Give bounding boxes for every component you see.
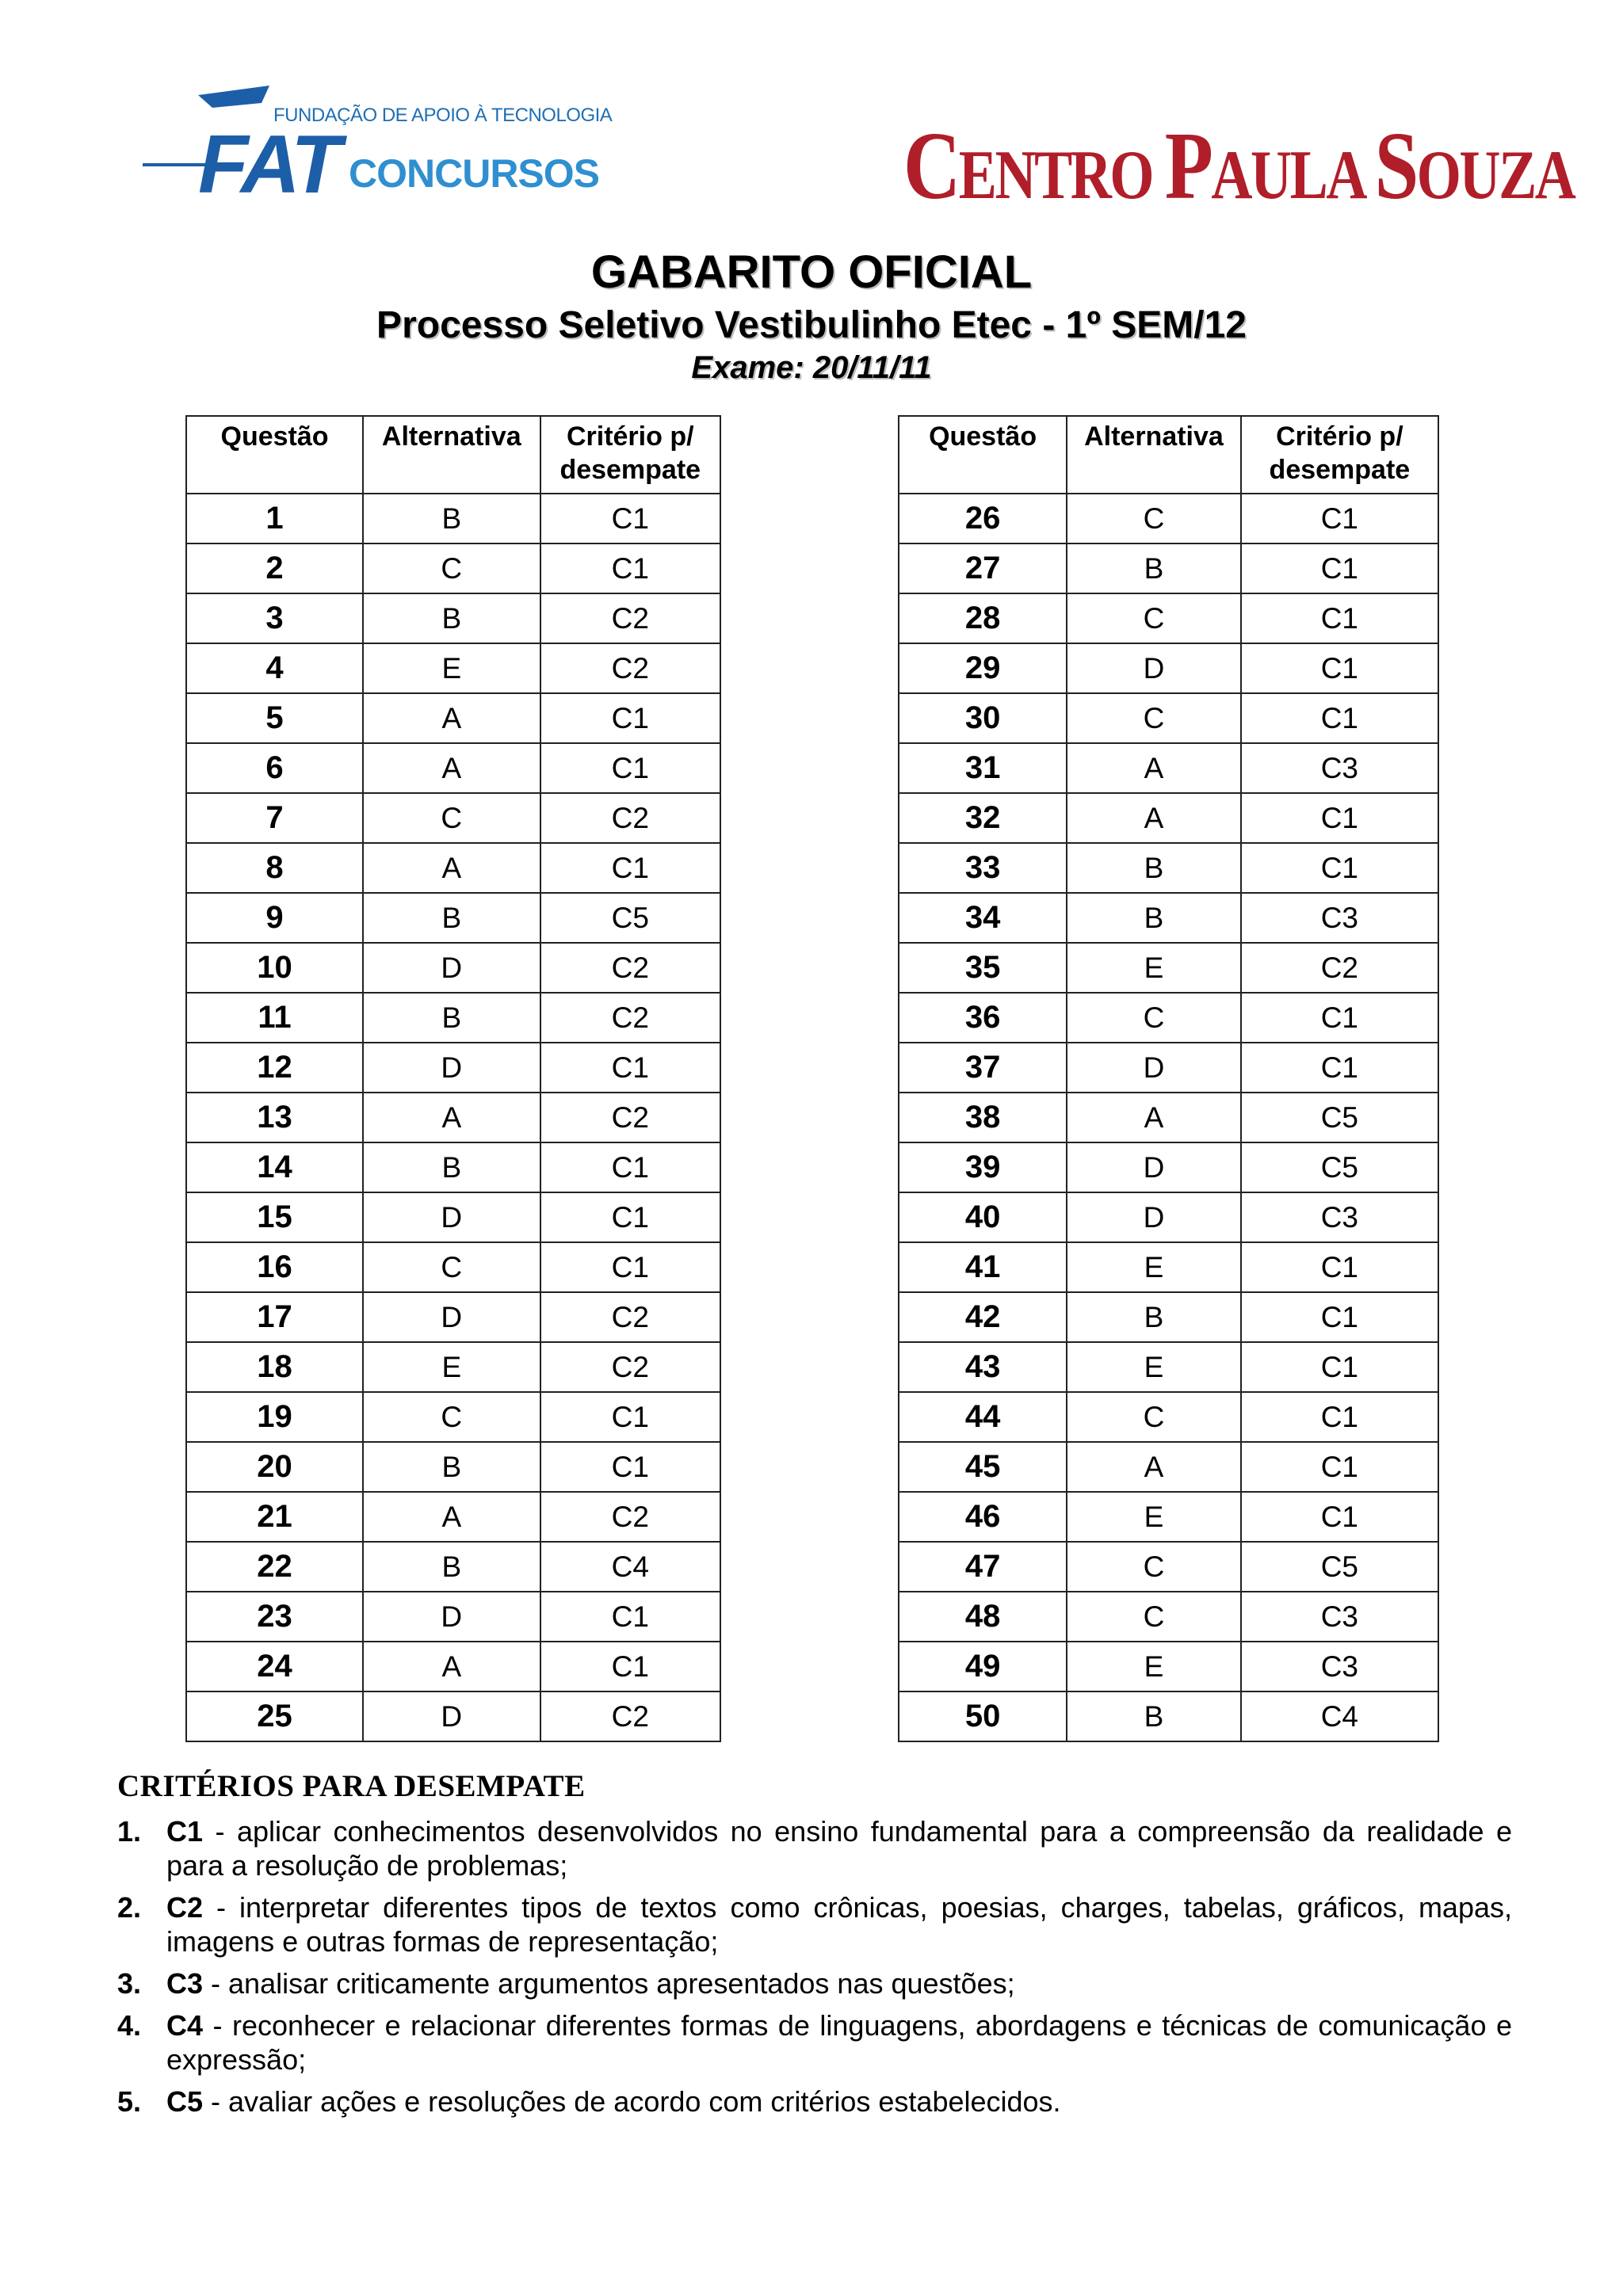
table-row	[186, 1442, 720, 1492]
header-alternativa: Alternativa	[363, 416, 540, 494]
table-row	[899, 793, 1438, 843]
table-row	[899, 843, 1438, 893]
question-number: 43	[899, 1342, 1067, 1392]
table-row	[186, 1342, 720, 1392]
fat-mark: FAT	[198, 119, 338, 211]
tiebreak-criterion: C1	[1241, 1342, 1438, 1392]
tiebreak-criterion: C1	[540, 1592, 720, 1642]
question-number: 30	[899, 693, 1067, 743]
question-number: 36	[899, 993, 1067, 1043]
question-number: 11	[186, 993, 363, 1043]
tiebreak-criterion: C1	[540, 1142, 720, 1192]
table-row	[186, 1192, 720, 1242]
tiebreak-criterion: C4	[1241, 1691, 1438, 1741]
answer-alternative: E	[1067, 1492, 1241, 1542]
answer-alternative: C	[1067, 593, 1241, 643]
question-number: 8	[186, 843, 363, 893]
criteria-text: - analisar criticamente argumentos apresentados nas questões;	[203, 1967, 1015, 2000]
table-row	[899, 1142, 1438, 1192]
table-row	[899, 1342, 1438, 1392]
tiebreak-criterion: C1	[1241, 1242, 1438, 1292]
answer-alternative: C	[363, 1392, 540, 1442]
answer-alternative: A	[1067, 1442, 1241, 1492]
answer-table-left	[185, 415, 721, 1742]
answer-alternative: A	[1067, 793, 1241, 843]
header-questao: Questão	[899, 416, 1067, 494]
exam-date: Exame: 20/11/11	[691, 350, 932, 385]
question-number: 27	[899, 543, 1067, 593]
page-title: GABARITO OFICIAL	[590, 246, 1033, 298]
answer-alternative: C	[363, 793, 540, 843]
criteria-code: C1	[166, 1815, 204, 1848]
table-row	[186, 793, 720, 843]
criteria-list	[117, 1814, 1512, 2126]
criteria-number: 1.	[117, 1815, 142, 1848]
answer-alternative: A	[363, 1093, 540, 1142]
answer-alternative: B	[1067, 1292, 1241, 1342]
tiebreak-criterion: C1	[1241, 843, 1438, 893]
tiebreak-criterion: C1	[540, 1043, 720, 1093]
tiebreak-criterion: C1	[1241, 693, 1438, 743]
tiebreak-criterion: C1	[540, 743, 720, 793]
answer-alternative: B	[363, 1542, 540, 1592]
fat-concursos-logo	[143, 79, 613, 214]
question-number: 46	[899, 1492, 1067, 1542]
centro-paula-souza-logo: CENTRO PAULA SOUZA	[903, 113, 1575, 219]
table-row	[186, 843, 720, 893]
header-criterio: Critério p/ desempate	[540, 416, 720, 494]
tiebreak-criterion: C3	[1241, 893, 1438, 943]
answer-alternative: C	[1067, 1592, 1241, 1642]
answer-alternative: E	[1067, 1642, 1241, 1691]
answer-alternative: D	[1067, 1043, 1241, 1093]
answer-alternative: D	[363, 1043, 540, 1093]
tiebreak-criterion: C2	[540, 1492, 720, 1542]
question-number: 34	[899, 893, 1067, 943]
question-number: 14	[186, 1142, 363, 1192]
question-number: 1	[186, 494, 363, 543]
criteria-text: - aplicar conhecimentos desenvolvidos no ensino fundamental para a compreensão da realidade e para a resolução de problemas;	[166, 1815, 1512, 1882]
question-number: 20	[186, 1442, 363, 1492]
answer-alternative: B	[1067, 843, 1241, 893]
question-number: 42	[899, 1292, 1067, 1342]
answer-alternative: B	[363, 593, 540, 643]
table-row	[186, 1043, 720, 1093]
tiebreak-criterion: C1	[540, 1392, 720, 1442]
tiebreak-criterion: C2	[540, 593, 720, 643]
answer-alternative: B	[1067, 1691, 1241, 1741]
answer-alternative: C	[363, 1242, 540, 1292]
question-number: 2	[186, 543, 363, 593]
question-number: 41	[899, 1242, 1067, 1292]
question-number: 33	[899, 843, 1067, 893]
answer-alternative: D	[1067, 643, 1241, 693]
answer-alternative: A	[1067, 743, 1241, 793]
header-criterio: Critério p/ desempate	[1241, 416, 1438, 494]
answer-alternative: D	[363, 1292, 540, 1342]
table-row	[899, 1093, 1438, 1142]
table-row	[899, 1642, 1438, 1691]
answer-alternative: C	[1067, 1392, 1241, 1442]
table-row	[899, 643, 1438, 693]
answer-alternative: C	[1067, 494, 1241, 543]
question-number: 48	[899, 1592, 1067, 1642]
table-header-row	[899, 416, 1438, 494]
table-row	[899, 1592, 1438, 1642]
answer-table-right	[898, 415, 1439, 1742]
answer-alternative: D	[1067, 1192, 1241, 1242]
question-number: 45	[899, 1442, 1067, 1492]
criteria-item	[117, 2008, 1512, 2077]
question-number: 32	[899, 793, 1067, 843]
question-number: 21	[186, 1492, 363, 1542]
question-number: 29	[899, 643, 1067, 693]
tiebreak-criterion: C1	[540, 543, 720, 593]
answer-alternative: A	[363, 693, 540, 743]
answer-alternative: A	[363, 1642, 540, 1691]
tiebreak-criterion: C1	[1241, 793, 1438, 843]
tiebreak-criterion: C5	[1241, 1542, 1438, 1592]
answer-alternative: D	[1067, 1142, 1241, 1192]
question-number: 13	[186, 1093, 363, 1142]
tiebreak-criterion: C1	[540, 1192, 720, 1242]
answer-alternative: D	[363, 1691, 540, 1741]
answer-alternative: E	[363, 643, 540, 693]
answer-alternative: B	[363, 1442, 540, 1492]
criteria-code: C3	[166, 1967, 204, 2000]
question-number: 37	[899, 1043, 1067, 1093]
answer-alternative: C	[1067, 993, 1241, 1043]
table-row	[186, 743, 720, 793]
question-number: 19	[186, 1392, 363, 1442]
answer-alternative: B	[1067, 543, 1241, 593]
answer-alternative: B	[1067, 893, 1241, 943]
table-row	[899, 1043, 1438, 1093]
question-number: 39	[899, 1142, 1067, 1192]
question-number: 22	[186, 1542, 363, 1592]
table-row	[899, 1542, 1438, 1592]
table-row	[899, 1242, 1438, 1292]
question-number: 15	[186, 1192, 363, 1242]
table-row	[899, 943, 1438, 993]
fat-tagline: FUNDAÇÃO DE APOIO À TECNOLOGIA	[273, 105, 613, 126]
question-number: 10	[186, 943, 363, 993]
tiebreak-criterion: C1	[1241, 1442, 1438, 1492]
tiebreak-criterion: C1	[1241, 543, 1438, 593]
header-questao: Questão	[186, 416, 363, 494]
table-row	[186, 593, 720, 643]
answer-alternative: D	[363, 943, 540, 993]
answer-alternative: C	[1067, 1542, 1241, 1592]
table-row	[899, 1192, 1438, 1242]
table-row	[186, 1242, 720, 1292]
page-subtitle: Processo Seletivo Vestibulinho Etec - 1º SEM/12	[376, 304, 1247, 346]
table-row	[186, 494, 720, 543]
table-row	[186, 543, 720, 593]
tiebreak-criterion: C1	[540, 843, 720, 893]
table-row	[899, 1492, 1438, 1542]
criteria-item	[117, 1890, 1512, 1958]
tiebreak-criterion: C2	[540, 643, 720, 693]
answer-alternative: D	[363, 1592, 540, 1642]
question-number: 6	[186, 743, 363, 793]
answer-alternative: A	[1067, 1093, 1241, 1142]
table-row	[899, 993, 1438, 1043]
tiebreak-criterion: C1	[1241, 1292, 1438, 1342]
question-number: 49	[899, 1642, 1067, 1691]
table-row	[899, 1292, 1438, 1342]
table-row	[899, 543, 1438, 593]
tiebreak-criterion: C1	[1241, 1492, 1438, 1542]
table-row	[899, 593, 1438, 643]
criteria-number: 2.	[117, 1891, 142, 1924]
tiebreak-criterion: C3	[1241, 1592, 1438, 1642]
criteria-title: CRITÉRIOS PARA DESEMPATE	[117, 1769, 586, 1803]
answer-alternative: B	[363, 893, 540, 943]
tiebreak-criterion: C5	[540, 893, 720, 943]
question-number: 23	[186, 1592, 363, 1642]
table-row	[186, 1492, 720, 1542]
criteria-item	[117, 2084, 1512, 2119]
tiebreak-criterion: C2	[540, 1093, 720, 1142]
table-row	[899, 494, 1438, 543]
table-row	[899, 1691, 1438, 1741]
answer-alternative: B	[363, 993, 540, 1043]
table-row	[186, 1691, 720, 1741]
table-row	[186, 893, 720, 943]
tiebreak-criterion: C2	[540, 793, 720, 843]
criteria-text: - interpretar diferentes tipos de textos como crônicas, poesias, charges, tabelas, gráficos, mapas, imagens e outras formas de representação;	[166, 1891, 1512, 1958]
question-number: 9	[186, 893, 363, 943]
question-number: 18	[186, 1342, 363, 1392]
table-row	[899, 693, 1438, 743]
tiebreak-criterion: C2	[540, 1292, 720, 1342]
answer-alternative: E	[1067, 1242, 1241, 1292]
table-row	[899, 743, 1438, 793]
question-number: 31	[899, 743, 1067, 793]
criteria-text: - reconhecer e relacionar diferentes formas de linguagens, abordagens e técnicas de comunicação e expressão;	[166, 2009, 1512, 2076]
question-number: 47	[899, 1542, 1067, 1592]
tiebreak-criterion: C3	[1241, 743, 1438, 793]
question-number: 12	[186, 1043, 363, 1093]
table-row	[186, 1392, 720, 1442]
tiebreak-criterion: C2	[540, 943, 720, 993]
answer-alternative: E	[363, 1342, 540, 1392]
answer-alternative: E	[1067, 1342, 1241, 1392]
question-number: 4	[186, 643, 363, 693]
criteria-number: 4.	[117, 2009, 142, 2042]
criteria-text: - avaliar ações e resoluções de acordo com critérios estabelecidos.	[203, 2085, 1061, 2118]
tiebreak-criterion: C1	[540, 1642, 720, 1691]
answer-alternative: C	[1067, 693, 1241, 743]
tiebreak-criterion: C3	[1241, 1192, 1438, 1242]
tiebreak-criterion: C1	[1241, 643, 1438, 693]
answer-alternative: B	[363, 494, 540, 543]
criteria-code: C5	[166, 2085, 204, 2118]
tiebreak-criterion: C4	[540, 1542, 720, 1592]
criteria-item	[117, 1966, 1512, 2000]
tiebreak-criterion: C1	[540, 693, 720, 743]
table-row	[186, 693, 720, 743]
table-row	[186, 1142, 720, 1192]
tiebreak-criterion: C2	[540, 1691, 720, 1741]
table-row	[899, 1442, 1438, 1492]
fat-wordmark: CONCURSOS	[349, 151, 600, 196]
question-number: 3	[186, 593, 363, 643]
criteria-number: 3.	[117, 1967, 142, 2000]
question-number: 38	[899, 1093, 1067, 1142]
table-row	[186, 1542, 720, 1592]
question-number: 24	[186, 1642, 363, 1691]
table-row	[186, 993, 720, 1043]
tiebreak-criterion: C1	[540, 494, 720, 543]
criteria-item	[117, 1814, 1512, 1882]
tiebreak-criterion: C2	[1241, 943, 1438, 993]
tiebreak-criterion: C1	[1241, 494, 1438, 543]
table-header-row	[186, 416, 720, 494]
tiebreak-criterion: C1	[1241, 1392, 1438, 1442]
tiebreak-criterion: C1	[540, 1442, 720, 1492]
criteria-code: C4	[166, 2009, 204, 2042]
question-number: 40	[899, 1192, 1067, 1242]
question-number: 35	[899, 943, 1067, 993]
table-row	[186, 1642, 720, 1691]
question-number: 26	[899, 494, 1067, 543]
table-row	[186, 643, 720, 693]
tiebreak-criterion: C5	[1241, 1142, 1438, 1192]
answer-alternative: A	[363, 1492, 540, 1542]
question-number: 16	[186, 1242, 363, 1292]
tiebreak-criterion: C1	[1241, 1043, 1438, 1093]
table-row	[899, 893, 1438, 943]
answer-alternative: E	[1067, 943, 1241, 993]
tiebreak-criterion: C1	[1241, 593, 1438, 643]
answer-alternative: A	[363, 743, 540, 793]
table-row	[186, 1292, 720, 1342]
question-number: 7	[186, 793, 363, 843]
tiebreak-criterion: C5	[1241, 1093, 1438, 1142]
tiebreak-criterion: C1	[1241, 993, 1438, 1043]
question-number: 28	[899, 593, 1067, 643]
table-row	[899, 1392, 1438, 1442]
tiebreak-criterion: C2	[540, 993, 720, 1043]
header-alternativa: Alternativa	[1067, 416, 1241, 494]
question-number: 25	[186, 1691, 363, 1741]
criteria-number: 5.	[117, 2085, 142, 2118]
tiebreak-criterion: C3	[1241, 1642, 1438, 1691]
table-row	[186, 1093, 720, 1142]
answer-alternative: A	[363, 843, 540, 893]
question-number: 5	[186, 693, 363, 743]
tiebreak-criterion: C2	[540, 1342, 720, 1392]
criteria-code: C2	[166, 1891, 204, 1924]
answer-alternative: C	[363, 543, 540, 593]
table-row	[186, 1592, 720, 1642]
question-number: 17	[186, 1292, 363, 1342]
tiebreak-criterion: C1	[540, 1242, 720, 1292]
answer-alternative: D	[363, 1192, 540, 1242]
question-number: 50	[899, 1691, 1067, 1741]
table-row	[186, 943, 720, 993]
answer-alternative: B	[363, 1142, 540, 1192]
question-number: 44	[899, 1392, 1067, 1442]
